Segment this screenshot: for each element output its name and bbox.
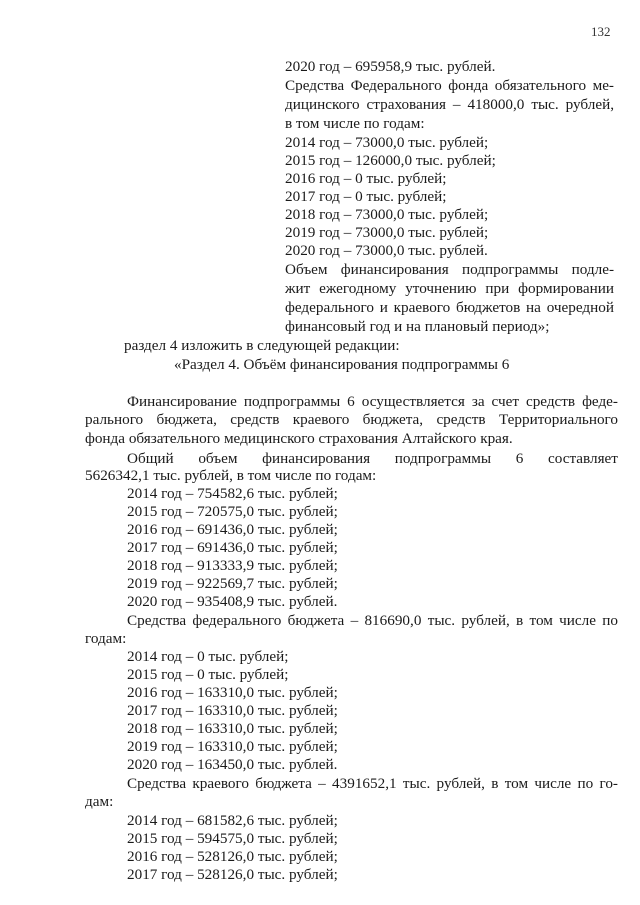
text-line: Средства краевого бюджета – 4391652,1 тыс. рублей, в том числе по го-	[127, 775, 618, 792]
text-line: 2017 год – 0 тыс. рублей;	[285, 188, 447, 205]
text-line: 2017 год – 528126,0 тыс. рублей;	[127, 866, 338, 883]
text-line: 2017 год – 691436,0 тыс. рублей;	[127, 539, 338, 556]
section-intro: раздел 4 изложить в следующей редакции:	[124, 337, 400, 354]
total-volume-line	[127, 450, 618, 468]
text-line: 2014 год – 73000,0 тыс. рублей;	[285, 134, 489, 151]
page-number: 132	[591, 24, 611, 39]
text-line: 2015 год – 126000,0 тыс. рублей;	[285, 152, 496, 169]
text-line: 2019 год – 922569,7 тыс. рублей;	[127, 575, 338, 592]
text-line: 2017 год – 163310,0 тыс. рублей;	[127, 702, 338, 719]
word: подпрограммы	[394, 450, 492, 467]
text-line: 2014 год – 754582,6 тыс. рублей;	[127, 485, 338, 502]
text-line: 2019 год – 163310,0 тыс. рублей;	[127, 738, 338, 755]
text-line: 2018 год – 73000,0 тыс. рублей;	[285, 206, 489, 223]
text-line: 2016 год – 0 тыс. рублей;	[285, 170, 447, 187]
word: объем	[198, 450, 238, 467]
word: составляет	[548, 450, 618, 467]
text-line: 2020 год – 163450,0 тыс. рублей.	[127, 756, 338, 773]
text-line: в том числе по годам:	[285, 115, 425, 132]
text-line: 2015 год – 594575,0 тыс. рублей;	[127, 830, 338, 847]
text-line: 2016 год – 163310,0 тыс. рублей;	[127, 684, 338, 701]
text-line: 2014 год – 0 тыс. рублей;	[127, 648, 289, 665]
text-line: Объем финансирования подпрограммы подле-	[285, 261, 614, 278]
text-line: рального бюджета, средств краевого бюджета, средств Территориального	[85, 411, 618, 428]
text-line: 2015 год – 0 тыс. рублей;	[127, 666, 289, 683]
text-line: Средства федерального бюджета – 816690,0 тыс. рублей, в том числе по	[127, 612, 618, 629]
text-line: Финансирование подпрограммы 6 осуществляется за счет средств феде-	[127, 393, 618, 410]
text-line: федерального и краевого бюджетов на очередной	[285, 299, 614, 316]
word: Общий	[127, 450, 174, 467]
text-line: 2016 год – 691436,0 тыс. рублей;	[127, 521, 338, 538]
text-line: фонда обязательного медицинского страхования Алтайского края.	[85, 430, 513, 447]
section-title: «Раздел 4. Объём финансирования подпрограммы 6	[174, 356, 510, 373]
text-line: 2020 год – 73000,0 тыс. рублей.	[285, 242, 488, 259]
text-line: годам:	[85, 630, 127, 647]
text-line: 2019 год – 73000,0 тыс. рублей;	[285, 224, 489, 241]
word: 6	[515, 450, 524, 467]
text-line: жит ежегодному уточнению при формировании	[285, 280, 614, 297]
text-line: 2020 год – 695958,9 тыс. рублей.	[285, 58, 496, 75]
text-line: финансовый год и на плановый период»;	[285, 318, 550, 335]
text-line: 2016 год – 528126,0 тыс. рублей;	[127, 848, 338, 865]
text-line: 2014 год – 681582,6 тыс. рублей;	[127, 812, 338, 829]
text-line: 2018 год – 913333,9 тыс. рублей;	[127, 557, 338, 574]
text-line: 5626342,1 тыс. рублей, в том числе по годам:	[85, 467, 377, 484]
text-line: дам:	[85, 793, 114, 810]
word: финансирования	[262, 450, 371, 467]
text-line: дицинского страхования – 418000,0 тыс. рублей,	[285, 96, 614, 113]
text-line: 2020 год – 935408,9 тыс. рублей.	[127, 593, 338, 610]
text-line: 2018 год – 163310,0 тыс. рублей;	[127, 720, 338, 737]
text-line: Средства Федерального фонда обязательного ме-	[285, 77, 614, 94]
text-line: 2015 год – 720575,0 тыс. рублей;	[127, 503, 338, 520]
